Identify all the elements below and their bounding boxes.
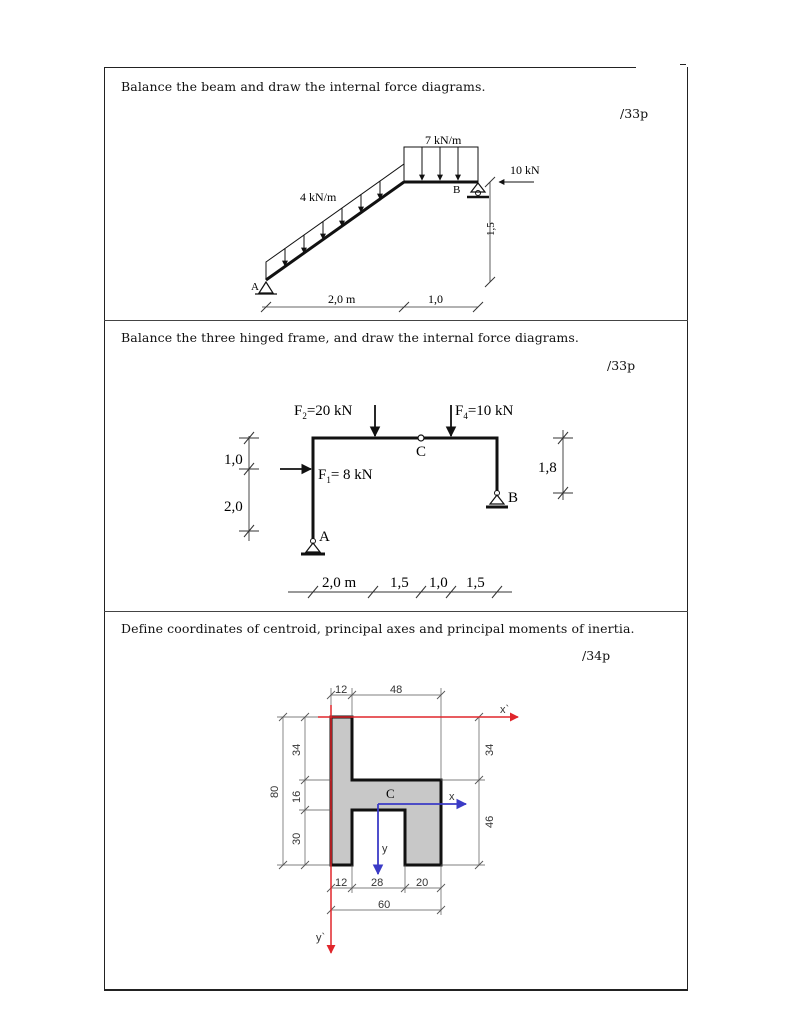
inclined-load-envelope bbox=[266, 164, 404, 280]
bottom-total-dim: 60 bbox=[378, 899, 391, 911]
problem-2-points: /33p bbox=[607, 358, 636, 373]
centroid-label: C bbox=[386, 786, 395, 801]
section-diagram bbox=[269, 684, 518, 953]
beam-diagram bbox=[251, 133, 540, 312]
force-f2-label: $F_2=20$ kN bbox=[294, 403, 353, 421]
bottom-dim-3: 20 bbox=[416, 877, 429, 889]
support-a-label: A bbox=[251, 281, 259, 293]
y-axis-label: y bbox=[382, 843, 388, 855]
bottom-dim-1: 12 bbox=[335, 877, 348, 889]
span-4-label: 1,5 bbox=[466, 575, 485, 591]
left-dim-3: 30 bbox=[291, 832, 303, 845]
hinge-c bbox=[418, 435, 424, 441]
span-2-label: 1,0 bbox=[428, 292, 443, 306]
left-total-dim: 80 bbox=[269, 785, 281, 798]
span-2-label: 1,5 bbox=[390, 575, 409, 591]
bottom-dim-2: 28 bbox=[371, 877, 384, 889]
support-a-pin bbox=[259, 282, 273, 293]
span-3-label: 1,0 bbox=[429, 575, 448, 591]
y-prime-label: y` bbox=[316, 932, 326, 944]
x-prime-label: x` bbox=[500, 704, 510, 716]
right-dim-label: 1,8 bbox=[538, 460, 557, 476]
right-dim-1: 34 bbox=[484, 743, 496, 756]
uniform-load-label: 7 kN/m bbox=[425, 133, 462, 147]
force-10kn-label: 10 kN bbox=[510, 163, 540, 177]
force-f4-label: $F_4=10$ kN bbox=[455, 403, 514, 421]
uniform-load-envelope bbox=[404, 147, 478, 182]
x-axis-label: x bbox=[449, 791, 455, 803]
support-a-pin bbox=[306, 543, 320, 552]
problem-3-points: /34p bbox=[582, 648, 611, 663]
frame-members bbox=[313, 438, 497, 541]
problem-1-instruction: Balance the beam and draw the internal force diagrams. bbox=[121, 79, 486, 94]
problem-2-instruction: Balance the three hinged frame, and draw the internal force diagrams. bbox=[121, 330, 579, 345]
inclined-load-label: 4 kN/m bbox=[300, 190, 337, 204]
support-b-pin bbox=[490, 495, 504, 504]
span-1-label: 2,0 m bbox=[322, 575, 357, 591]
support-a-label: A bbox=[319, 529, 330, 545]
frame-diagram bbox=[224, 403, 573, 598]
support-b-label: B bbox=[508, 490, 519, 506]
problem-1-points: /33p bbox=[620, 106, 649, 121]
left-dim-bottom-label: 2,0 bbox=[224, 499, 243, 515]
uniform-load-arrows bbox=[422, 147, 458, 180]
top-dim-2: 48 bbox=[390, 684, 403, 696]
span-1-label: 2,0 m bbox=[328, 292, 356, 306]
right-dim-2: 46 bbox=[484, 815, 496, 828]
left-dim-1: 34 bbox=[291, 743, 303, 756]
top-dim-1: 12 bbox=[335, 684, 348, 696]
left-dim-2: 16 bbox=[291, 790, 303, 803]
height-dim-label: 1,5 bbox=[485, 222, 497, 236]
support-b-label: B bbox=[453, 184, 461, 196]
hinge-c-label: C bbox=[416, 444, 427, 460]
force-f1-label: $F_1= 8$ kN bbox=[318, 467, 373, 485]
left-dim-top-label: 1,0 bbox=[224, 452, 243, 468]
problem-3-instruction: Define coordinates of centroid, principal axes and principal moments of inertia. bbox=[121, 621, 635, 636]
